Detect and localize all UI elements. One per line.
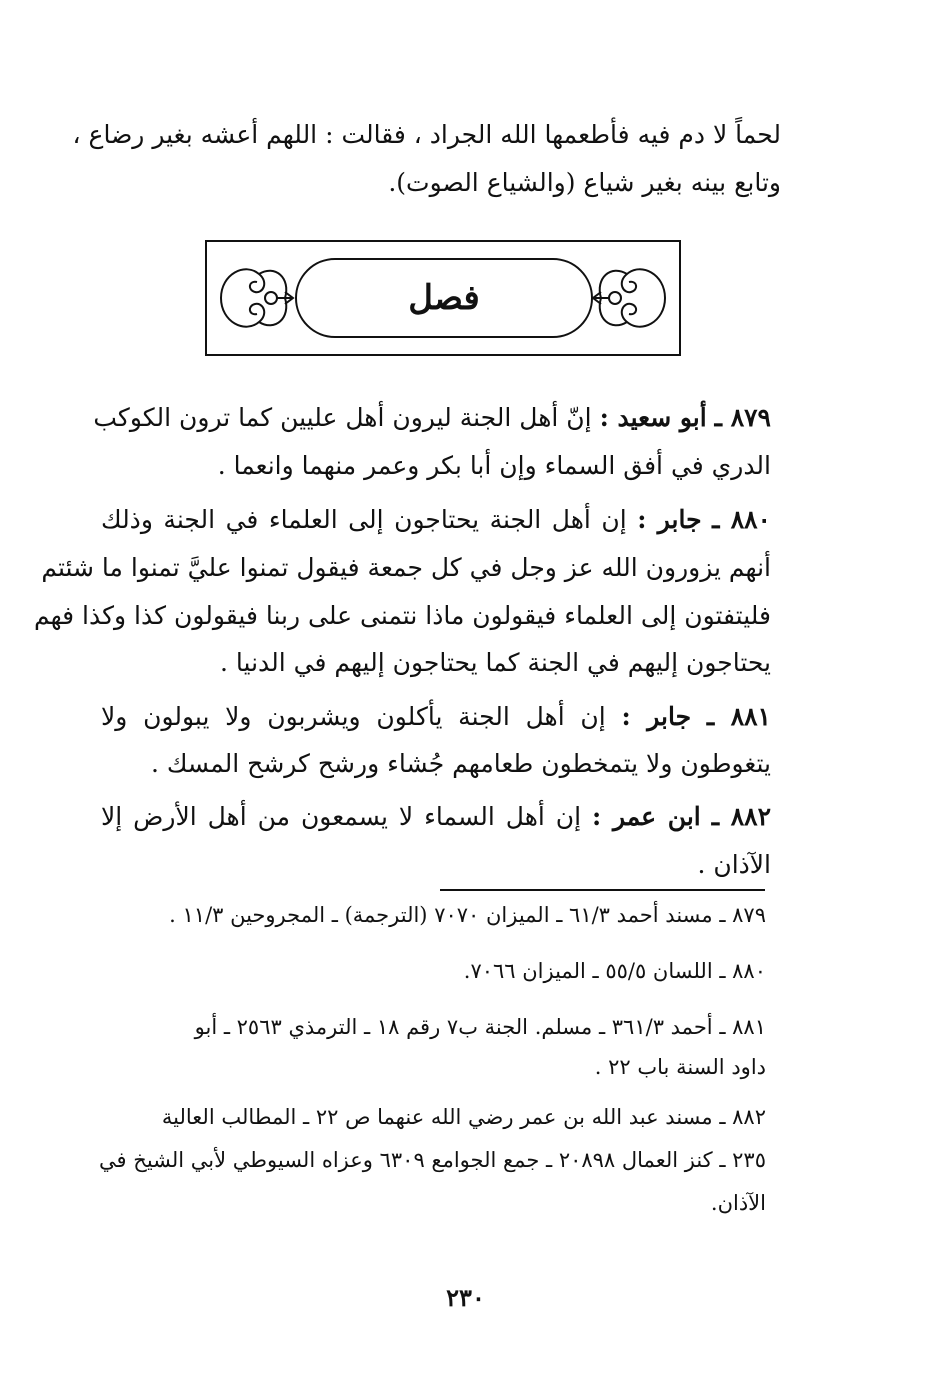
hadith-entry-881	[101, 697, 771, 737]
hadith-narrator: جابر :	[637, 505, 702, 534]
footnote-separator	[440, 889, 765, 891]
hadith-entry-882	[101, 797, 771, 837]
hadith-text: إن أهل الجنة يأكلون ويشربون ولا يبولون ولا	[101, 702, 606, 731]
hadith-entry-880	[101, 500, 771, 540]
hadith-text-line: يحتاجون إليهم في الجنة كما يحتاجون إليهم في الدنيا .	[220, 648, 771, 677]
hadith-text-line: فليتفتون إلى العلماء فيقولون ماذا نتمنى على ربنا فيقولون كذا وكذا فهم	[34, 601, 771, 630]
hadith-text-line: يتغوطون ولا يتمخطون طعامهم جُشاء ورشح كرشح المسك .	[150, 749, 771, 778]
hadith-entry-879	[93, 398, 771, 438]
hadith-text: إن أهل الجنة يحتاجون إلى العلماء في الجنة وذلك	[101, 505, 627, 534]
page-number: ٢٣٠	[446, 1283, 485, 1312]
hadith-narrator: أبو سعيد :	[599, 403, 707, 432]
footnote-881-cont: داود السنة باب ٢٢ .	[594, 1055, 766, 1079]
section-heading: فصل	[408, 278, 480, 318]
hadith-text-line: أنهم يزورون الله عز وجل في كل جمعة فيقول تمنوا عليَّ تمنوا ما شئتم	[41, 553, 771, 582]
arabesque-ornament-icon	[589, 254, 671, 342]
hadith-text-line: الدري في أفق السماء وإن أبا بكر وعمر منهما وانعما .	[217, 451, 771, 480]
footnote-882-end: الآذان.	[710, 1191, 766, 1215]
section-heading-cartouche	[295, 258, 593, 338]
hadith-number: ٨٨١ ـ	[706, 702, 771, 731]
hadith-text: إنّ أهل الجنة ليرون أهل عليين كما ترون الكوكب	[93, 403, 592, 432]
hadith-number: ٨٨٢ ـ	[711, 802, 772, 831]
hadith-number: ٨٧٩ ـ	[714, 403, 771, 432]
hadith-narrator: جابر :	[621, 702, 692, 731]
hadith-text: إن أهل السماء لا يسمعون من أهل الأرض إلا	[101, 802, 582, 831]
intro-line-2: وتابع بينه بغير شياع (والشياع الصوت).	[388, 168, 781, 197]
hadith-number: ٨٨٠ ـ	[712, 505, 771, 534]
hadith-text-line: الآذان .	[697, 850, 771, 879]
hadith-narrator: ابن عمر :	[592, 802, 701, 831]
footnote-882: ٨٨٢ ـ مسند عبد الله بن عمر رضي الله عنهما ص ٢٢ ـ المطالب العالية	[161, 1105, 766, 1129]
arabesque-ornament-icon	[215, 254, 297, 342]
intro-line-1: لحماً لا دم فيه فأطعمها الله الجراد ، فقالت : اللهم أعشه بغير رضاع ،	[72, 120, 781, 149]
footnote-879: ٨٧٩ ـ مسند أحمد ٦١/٣ ـ الميزان ٧٠٧٠ (الترجمة) ـ المجروحين ١١/٣ .	[169, 903, 766, 927]
footnote-880: ٨٨٠ ـ اللسان ٥٥/٥ ـ الميزان ٧٠٦٦.	[463, 959, 766, 983]
footnote-882-cont: ٢٣٥ ـ كنز العمال ٢٠٨٩٨ ـ جمع الجوامع ٦٣٠٩ وعزاه السيوطي لأبي الشيخ في	[99, 1148, 766, 1172]
footnote-881: ٨٨١ ـ أحمد ٣٦١/٣ ـ مسلم. الجنة ب٧ رقم ١٨ ـ الترمذي ٢٥٦٣ ـ أبو	[194, 1015, 766, 1039]
section-heading-frame	[205, 240, 681, 356]
